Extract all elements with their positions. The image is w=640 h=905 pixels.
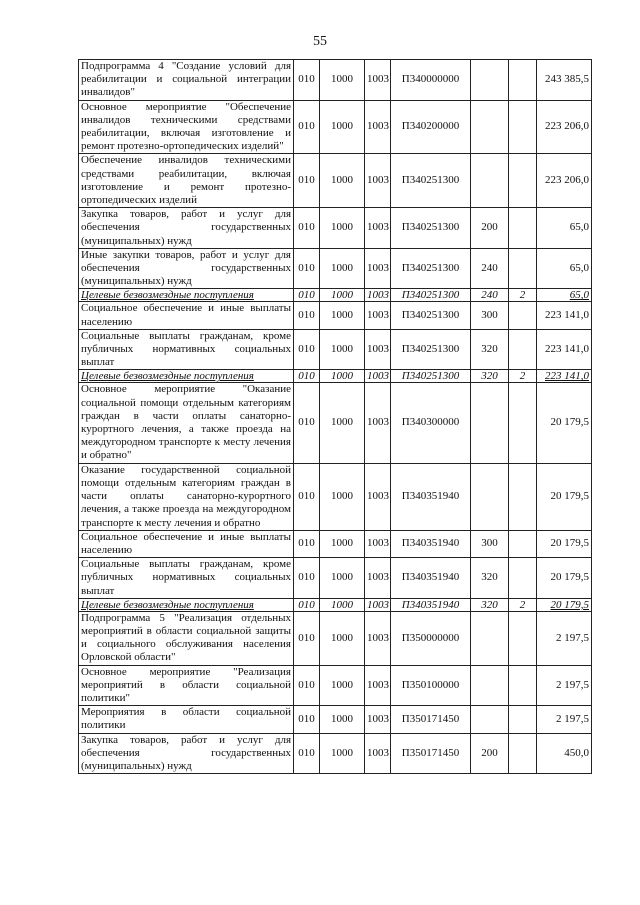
section-code-cell: 1000 (320, 598, 365, 611)
amount-cell: 2 197,5 (537, 706, 592, 733)
source-code-cell (509, 530, 537, 557)
section-code-cell: 1000 (320, 665, 365, 706)
row-name-cell: Социальные выплаты гражданам, кроме публичных нормативных социальных выплат (79, 329, 294, 370)
source-code-cell (509, 208, 537, 249)
expense-type-cell: 200 (471, 208, 509, 249)
row-name-cell: Целевые безвозмездные поступления (79, 370, 294, 383)
target-article-cell: П340251300 (391, 329, 471, 370)
expense-type-cell (471, 60, 509, 101)
row-name-cell: Основное мероприятие "Реализация мероприятий в области социальной политики" (79, 665, 294, 706)
target-article-cell: П350171450 (391, 706, 471, 733)
subsection-code-cell: 1003 (365, 248, 391, 289)
section-code-cell: 1000 (320, 611, 365, 665)
expense-type-cell: 320 (471, 558, 509, 599)
target-article-cell: П340251300 (391, 370, 471, 383)
subsection-code-cell: 1003 (365, 463, 391, 530)
amount-cell: 20 179,5 (537, 463, 592, 530)
row-name-cell: Социальные выплаты гражданам, кроме публичных нормативных социальных выплат (79, 558, 294, 599)
table-row (79, 154, 592, 208)
subsection-code-cell: 1003 (365, 611, 391, 665)
subsection-code-cell: 1003 (365, 598, 391, 611)
target-article-cell: П340351940 (391, 598, 471, 611)
source-code-cell (509, 60, 537, 101)
expense-type-cell: 300 (471, 530, 509, 557)
ministry-code-cell: 010 (294, 706, 320, 733)
ministry-code-cell: 010 (294, 100, 320, 154)
section-code-cell: 1000 (320, 100, 365, 154)
row-name-cell: Целевые безвозмездные поступления (79, 289, 294, 302)
ministry-code-cell: 010 (294, 370, 320, 383)
target-article-cell: П340251300 (391, 302, 471, 329)
row-name-cell: Целевые безвозмездные поступления (79, 598, 294, 611)
row-name-cell: Подпрограмма 5 "Реализация отдельных мероприятий в области социальной защиты и социального обслуживания населения Орловской области" (79, 611, 294, 665)
subsection-code-cell: 1003 (365, 706, 391, 733)
section-code-cell: 1000 (320, 289, 365, 302)
ministry-code-cell: 010 (294, 611, 320, 665)
table-row (79, 530, 592, 557)
expense-type-cell: 240 (471, 289, 509, 302)
table-row (79, 100, 592, 154)
subsection-code-cell: 1003 (365, 383, 391, 463)
amount-cell: 2 197,5 (537, 611, 592, 665)
expense-type-cell: 320 (471, 598, 509, 611)
table-row (79, 463, 592, 530)
amount-cell: 65,0 (537, 289, 592, 302)
row-name-cell: Подпрограмма 4 "Создание условий для реабилитации и социальной интеграции инвалидов" (79, 60, 294, 101)
subsection-code-cell: 1003 (365, 154, 391, 208)
ministry-code-cell: 010 (294, 289, 320, 302)
row-name-cell: Оказание государственной социальной помощи отдельным категориям граждан в части оплаты санаторно-курортного лечения, а также проезда на междугородном транспорте к месту лечения и обратно (79, 463, 294, 530)
table-row (79, 329, 592, 370)
amount-cell: 20 179,5 (537, 530, 592, 557)
amount-cell: 65,0 (537, 208, 592, 249)
target-article-cell: П340200000 (391, 100, 471, 154)
subsection-code-cell: 1003 (365, 289, 391, 302)
subsection-code-cell: 1003 (365, 208, 391, 249)
target-article-cell: П340251300 (391, 289, 471, 302)
table-row (79, 558, 592, 599)
table-row (79, 248, 592, 289)
expense-type-cell (471, 100, 509, 154)
section-code-cell: 1000 (320, 208, 365, 249)
amount-cell: 20 179,5 (537, 383, 592, 463)
target-article-cell: П340251300 (391, 248, 471, 289)
source-code-cell: 2 (509, 598, 537, 611)
section-code-cell: 1000 (320, 463, 365, 530)
subsection-code-cell: 1003 (365, 329, 391, 370)
table-row (79, 706, 592, 733)
expense-type-cell (471, 611, 509, 665)
ministry-code-cell: 010 (294, 208, 320, 249)
table-row (79, 302, 592, 329)
source-code-cell: 2 (509, 289, 537, 302)
table-row (79, 208, 592, 249)
ministry-code-cell: 010 (294, 665, 320, 706)
subsection-code-cell: 1003 (365, 370, 391, 383)
section-code-cell: 1000 (320, 154, 365, 208)
amount-cell: 223 141,0 (537, 302, 592, 329)
row-name-cell: Закупка товаров, работ и услуг для обеспечения государственных (муниципальных) нужд (79, 733, 294, 774)
subsection-code-cell: 1003 (365, 558, 391, 599)
row-name-cell: Иные закупки товаров, работ и услуг для обеспечения государственных (муниципальных) нужд (79, 248, 294, 289)
source-code-cell (509, 302, 537, 329)
amount-cell: 223 206,0 (537, 154, 592, 208)
source-code-cell (509, 665, 537, 706)
amount-cell: 450,0 (537, 733, 592, 774)
target-article-cell: П340251300 (391, 154, 471, 208)
ministry-code-cell: 010 (294, 60, 320, 101)
subsection-code-cell: 1003 (365, 302, 391, 329)
section-code-cell: 1000 (320, 733, 365, 774)
subsection-code-cell: 1003 (365, 100, 391, 154)
ministry-code-cell: 010 (294, 154, 320, 208)
budget-table (78, 59, 592, 774)
section-code-cell: 1000 (320, 706, 365, 733)
table-row (79, 611, 592, 665)
source-code-cell (509, 329, 537, 370)
row-name-cell: Основное мероприятие "Оказание социальной помощи отдельным категориям граждан в части оплаты санаторно-курортного лечения, а также проезда на междугородном транспорте к месту лечения и обратно" (79, 383, 294, 463)
section-code-cell: 1000 (320, 383, 365, 463)
row-name-cell: Мероприятия в области социальной политики (79, 706, 294, 733)
section-code-cell: 1000 (320, 248, 365, 289)
ministry-code-cell: 010 (294, 530, 320, 557)
target-article-cell: П350171450 (391, 733, 471, 774)
expense-type-cell (471, 383, 509, 463)
target-article-cell: П340300000 (391, 383, 471, 463)
source-code-cell (509, 558, 537, 599)
source-code-cell (509, 248, 537, 289)
row-name-cell: Закупка товаров, работ и услуг для обеспечения государственных (муниципальных) нужд (79, 208, 294, 249)
expense-type-cell: 320 (471, 329, 509, 370)
amount-cell: 65,0 (537, 248, 592, 289)
targeted-receipts-row (79, 289, 592, 302)
expense-type-cell (471, 706, 509, 733)
amount-cell: 223 141,0 (537, 370, 592, 383)
targeted-receipts-row (79, 370, 592, 383)
ministry-code-cell: 010 (294, 302, 320, 329)
targeted-receipts-row (79, 598, 592, 611)
source-code-cell (509, 463, 537, 530)
target-article-cell: П350000000 (391, 611, 471, 665)
section-code-cell: 1000 (320, 370, 365, 383)
subsection-code-cell: 1003 (365, 530, 391, 557)
source-code-cell (509, 100, 537, 154)
source-code-cell (509, 611, 537, 665)
subsection-code-cell: 1003 (365, 665, 391, 706)
source-code-cell (509, 154, 537, 208)
target-article-cell: П340351940 (391, 558, 471, 599)
ministry-code-cell: 010 (294, 329, 320, 370)
table-row (79, 383, 592, 463)
expense-type-cell (471, 154, 509, 208)
amount-cell: 20 179,5 (537, 598, 592, 611)
target-article-cell: П340351940 (391, 463, 471, 530)
amount-cell: 2 197,5 (537, 665, 592, 706)
expense-type-cell (471, 665, 509, 706)
section-code-cell: 1000 (320, 329, 365, 370)
amount-cell: 223 141,0 (537, 329, 592, 370)
expense-type-cell: 320 (471, 370, 509, 383)
ministry-code-cell: 010 (294, 248, 320, 289)
ministry-code-cell: 010 (294, 463, 320, 530)
source-code-cell (509, 706, 537, 733)
source-code-cell (509, 383, 537, 463)
section-code-cell: 1000 (320, 558, 365, 599)
amount-cell: 243 385,5 (537, 60, 592, 101)
subsection-code-cell: 1003 (365, 60, 391, 101)
expense-type-cell (471, 463, 509, 530)
table-row (79, 60, 592, 101)
ministry-code-cell: 010 (294, 733, 320, 774)
page-number: 55 (313, 34, 327, 49)
section-code-cell: 1000 (320, 302, 365, 329)
amount-cell: 20 179,5 (537, 558, 592, 599)
table-row (79, 665, 592, 706)
target-article-cell: П340000000 (391, 60, 471, 101)
subsection-code-cell: 1003 (365, 733, 391, 774)
expense-type-cell: 240 (471, 248, 509, 289)
expense-type-cell: 200 (471, 733, 509, 774)
section-code-cell: 1000 (320, 530, 365, 557)
row-name-cell: Основное мероприятие "Обеспечение инвалидов техническими средствами реабилитации, включая изготовление и ремонт протезно-ортопедических изделий" (79, 100, 294, 154)
ministry-code-cell: 010 (294, 383, 320, 463)
source-code-cell: 2 (509, 370, 537, 383)
target-article-cell: П350100000 (391, 665, 471, 706)
table-body (79, 60, 592, 774)
amount-cell: 223 206,0 (537, 100, 592, 154)
section-code-cell: 1000 (320, 60, 365, 101)
target-article-cell: П340351940 (391, 530, 471, 557)
ministry-code-cell: 010 (294, 598, 320, 611)
table-row (79, 733, 592, 774)
expense-type-cell: 300 (471, 302, 509, 329)
row-name-cell: Социальное обеспечение и иные выплаты населению (79, 530, 294, 557)
target-article-cell: П340251300 (391, 208, 471, 249)
row-name-cell: Обеспечение инвалидов техническими средствами реабилитации, включая изготовление и ремонт протезно-ортопедических изделий (79, 154, 294, 208)
source-code-cell (509, 733, 537, 774)
ministry-code-cell: 010 (294, 558, 320, 599)
row-name-cell: Социальное обеспечение и иные выплаты населению (79, 302, 294, 329)
